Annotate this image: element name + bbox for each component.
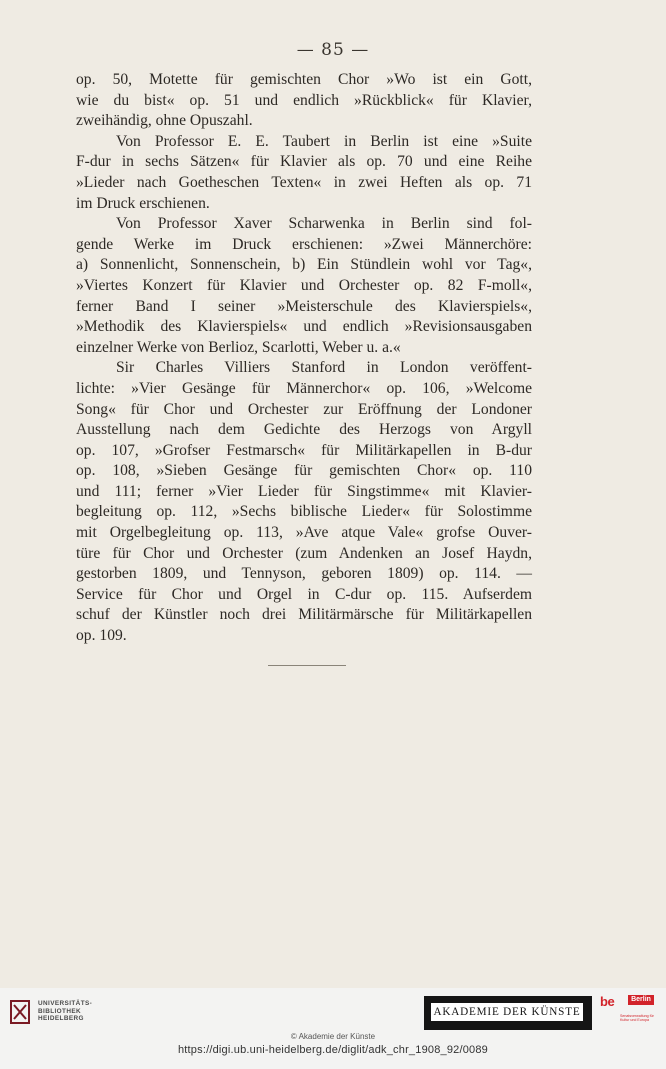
text-line: türe für Chor und Orchester (zum Andenken an Josef Haydn, <box>76 544 532 562</box>
university-library-name <box>38 1000 92 1023</box>
text-line: »Methodik des Klavierspiels« und endlich »Revisionsausgaben <box>76 318 532 336</box>
text-line: Sir Charles Villiers Stanford in London veröffent- <box>116 359 532 377</box>
page-number: — 85 — <box>296 40 370 60</box>
uni-line: UNIVERSITÄTS- <box>38 1000 93 1007</box>
text-line: zweihändig, ohne Opuszahl. <box>76 112 253 130</box>
text-line: ferner Band I seiner »Meisterschule des Klavierspiels«, <box>76 297 532 315</box>
text-line: wie du bist« op. 51 und endlich »Rückblick« für Klavier, <box>76 91 532 109</box>
text-line: Song« für Chor und Orchester zur Eröffnung der Londoner <box>76 400 532 418</box>
berlin-box: Berlin <box>628 995 654 1005</box>
text-line: Service für Chor und Orgel in C-dur op. 115. Aufserdem <box>76 585 532 603</box>
uni-line: BIBLIOTHEK <box>38 1007 82 1015</box>
university-library-logo[interactable] <box>8 998 128 1030</box>
section-divider <box>268 665 346 666</box>
text-line: gende Werke im Druck erschienen: »Zwei Männerchöre: <box>76 235 532 253</box>
text-line: und 111; ferner »Vier Lieder für Singstimme« mit Klavier- <box>76 482 532 500</box>
library-seal-icon <box>8 998 34 1028</box>
text-line: schuf der Künstler noch drei Militärmärsche für Militärkapellen <box>76 606 532 624</box>
text-line: lichte: »Vier Gesänge für Männerchor« op. 106, »Welcome <box>76 379 532 397</box>
text-line: einzelner Werke von Berlioz, Scarlotti, Weber u. a.« <box>76 338 401 356</box>
berlin-logo[interactable] <box>600 994 658 1032</box>
berlin-mark: be <box>600 994 615 1009</box>
text-line: a) Sonnenlicht, Sonnenschein, b) Ein Stündlein wohl vor Tag«, <box>76 256 532 274</box>
text-line: op. 107, »Grofser Festmarsch« für Militärkapellen in B-dur <box>76 441 532 459</box>
text-line: Von Professor E. E. Taubert in Berlin ist eine »Suite <box>116 132 532 150</box>
uni-line: HEIDELBERG <box>38 1015 84 1023</box>
text-line: »Viertes Konzert für Klavier und Orchester op. 82 F-moll«, <box>76 276 532 294</box>
text-line: op. 50, Motette für gemischten Chor »Wo ist ein Gott, <box>76 71 532 88</box>
text-line: Ausstellung nach dem Gedichte des Herzogs von Argyll <box>76 421 532 439</box>
copyright-notice: © Akademie der Künste <box>290 1032 376 1041</box>
text-line: begleitung op. 112, »Sechs biblische Lieder« für Solostimme <box>76 503 532 521</box>
permalink-url[interactable]: https://digi.ub.uni-heidelberg.de/diglit/adk_chr_1908_92/0089 <box>177 1044 489 1056</box>
footer-bar <box>0 988 666 1069</box>
text-line: F-dur in sechs Sätzen« für Klavier als op. 70 und eine Reihe <box>76 153 532 171</box>
akademie-logo[interactable] <box>424 996 592 1030</box>
body-text <box>76 70 532 647</box>
text-line: im Druck erschienen. <box>76 194 210 212</box>
berlin-subtitle: Senatsverwaltung für Kultur und Europa <box>620 1014 654 1023</box>
text-line: op. 108, »Sieben Gesänge für gemischten Chor« op. 110 <box>76 462 532 480</box>
text-line: mit Orgelbegleitung op. 113, »Ave atque Vale« grofse Ouver- <box>76 524 532 542</box>
text-line: »Lieder nach Goetheschen Texten« in zwei Heften als op. 71 <box>76 173 532 191</box>
text-line: Von Professor Xaver Scharwenka in Berlin sind fol- <box>116 215 532 233</box>
text-line: gestorben 1809, und Tennyson, geboren 1809) op. 114. — <box>76 565 532 583</box>
akademie-label: AKADEMIE DER KÜNSTE <box>430 1002 584 1022</box>
text-line: op. 109. <box>76 627 127 645</box>
